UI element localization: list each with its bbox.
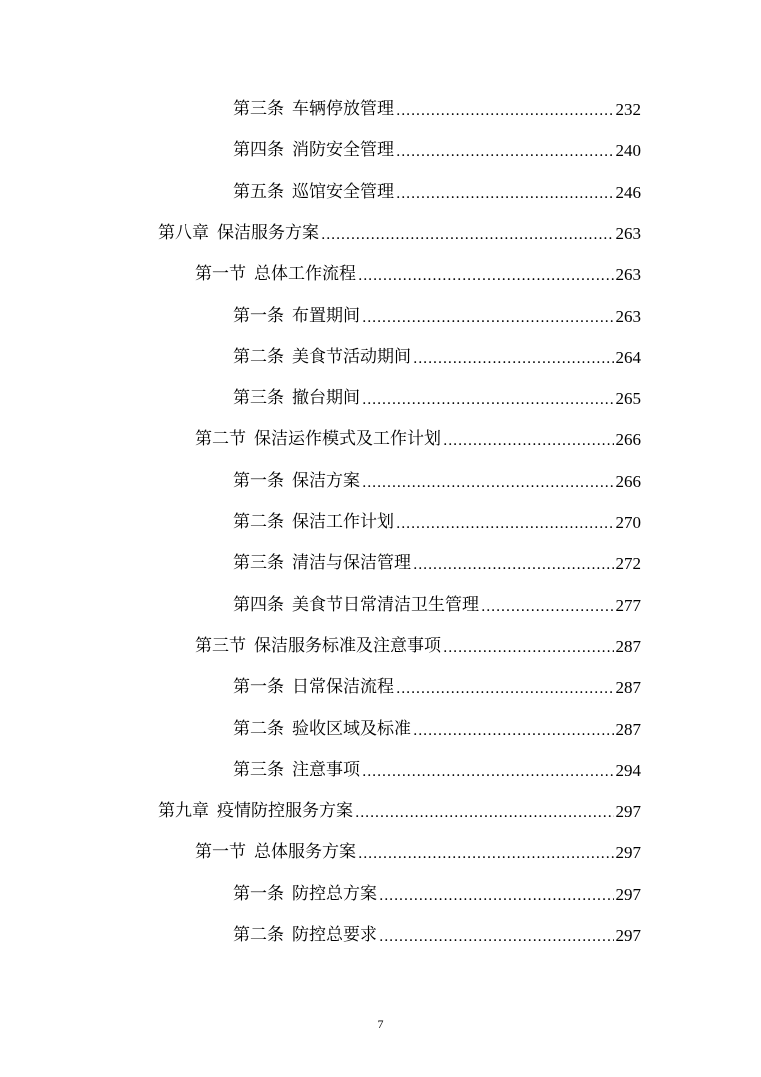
toc-entry-title: 巡馆安全管理 xyxy=(292,181,394,202)
toc-entry[interactable] xyxy=(233,585,641,626)
toc-entry[interactable] xyxy=(233,709,641,750)
dot-leader xyxy=(413,543,614,584)
toc-entry-number: 第一节 xyxy=(195,264,246,285)
toc-entry-section[interactable] xyxy=(195,832,641,873)
dot-leader xyxy=(443,419,614,460)
toc-entry-number: 第二条 xyxy=(233,718,284,739)
toc-entry-number: 第三条 xyxy=(233,99,284,119)
toc-entry-page: 294 xyxy=(615,760,641,780)
toc-entry-number: 第八章 xyxy=(158,222,209,243)
toc-entry-page: 246 xyxy=(615,182,641,202)
dot-leader xyxy=(379,915,614,956)
toc-entry-number: 第一条 xyxy=(233,470,284,491)
dot-leader xyxy=(396,130,614,171)
toc-entry-number: 第三条 xyxy=(233,388,284,409)
toc-entry-title: 总体工作流程 xyxy=(254,264,356,285)
dot-leader xyxy=(358,832,614,873)
toc-entry-title: 总体服务方案 xyxy=(254,842,356,863)
toc-entry-page: 266 xyxy=(615,471,641,491)
dot-leader xyxy=(413,709,614,750)
toc-entry-page: 263 xyxy=(615,265,641,285)
toc-entry-page: 287 xyxy=(615,636,641,656)
toc-entry-page: 272 xyxy=(615,554,641,574)
toc-entry-page: 263 xyxy=(615,306,641,326)
toc-entry[interactable] xyxy=(233,502,641,543)
toc-entry-section[interactable] xyxy=(195,626,641,667)
toc-entry-section[interactable] xyxy=(195,254,641,295)
toc-entry[interactable] xyxy=(233,461,641,502)
toc-entry[interactable] xyxy=(233,172,641,213)
toc-entry-chapter[interactable] xyxy=(158,791,641,832)
dot-leader xyxy=(481,585,614,626)
toc-entry-page: 265 xyxy=(615,389,641,409)
toc-entry[interactable] xyxy=(233,337,641,378)
toc-entry-page: 270 xyxy=(615,513,641,532)
toc-entry-page: 297 xyxy=(615,802,641,822)
toc-entry-number: 第三节 xyxy=(195,635,246,656)
dot-leader xyxy=(362,461,614,502)
dot-leader xyxy=(413,337,614,378)
toc-entry-page: 263 xyxy=(615,223,641,243)
toc-entry-page: 297 xyxy=(615,884,641,904)
dot-leader xyxy=(396,667,614,708)
toc-entry-number: 第二条 xyxy=(233,346,284,367)
dot-leader xyxy=(321,213,614,254)
toc-entry[interactable] xyxy=(233,296,641,337)
toc-entry-title: 日常保洁流程 xyxy=(292,677,394,698)
toc-entry[interactable] xyxy=(233,378,641,419)
dot-leader xyxy=(358,254,614,295)
toc-entry-title: 防控总方案 xyxy=(292,883,377,904)
dot-leader xyxy=(355,791,614,832)
toc-entry-title: 防控总要求 xyxy=(292,925,377,945)
toc-entry-number: 第一条 xyxy=(233,305,284,326)
toc-entry-page: 297 xyxy=(615,843,641,863)
toc-entry-page: 277 xyxy=(615,595,641,615)
toc-entry-page: 240 xyxy=(615,141,641,161)
toc-entry-number: 第二条 xyxy=(233,512,284,532)
toc-entry-title: 消防安全管理 xyxy=(292,140,394,161)
toc-entry-title: 疫情防控服务方案 xyxy=(217,801,353,822)
toc-entry-number: 第四条 xyxy=(233,140,284,161)
toc-entry-number: 第二节 xyxy=(195,429,246,450)
dot-leader xyxy=(362,296,614,337)
dot-leader xyxy=(379,874,614,915)
toc-entry-title: 布置期间 xyxy=(292,305,360,326)
toc-entry[interactable] xyxy=(233,543,641,584)
toc-entry-page: 266 xyxy=(615,430,641,450)
toc-entry-page: 297 xyxy=(615,926,641,945)
toc-entry-page: 232 xyxy=(615,100,641,119)
dot-leader xyxy=(396,89,614,130)
toc-entry-page: 287 xyxy=(615,719,641,739)
toc-entry-number: 第一节 xyxy=(195,842,246,863)
dot-leader xyxy=(362,750,614,791)
toc-entry[interactable] xyxy=(233,89,641,130)
toc-entry-title: 注意事项 xyxy=(292,759,360,780)
toc-entry-title: 保洁服务标准及注意事项 xyxy=(254,635,441,656)
toc-entry-section[interactable] xyxy=(195,419,641,460)
toc-entry-number: 第五条 xyxy=(233,181,284,202)
toc-entry-title: 保洁方案 xyxy=(292,470,360,491)
toc-entry[interactable] xyxy=(233,130,641,171)
dot-leader xyxy=(396,502,614,543)
dot-leader xyxy=(443,626,614,667)
toc-entry-number: 第九章 xyxy=(158,801,209,822)
toc-entry-page: 287 xyxy=(615,678,641,698)
toc-entry[interactable] xyxy=(233,874,641,915)
toc-entry-title: 保洁工作计划 xyxy=(292,512,394,532)
toc-entry-chapter[interactable] xyxy=(158,213,641,254)
dot-leader xyxy=(362,378,614,419)
toc-entry[interactable] xyxy=(233,750,641,791)
toc-entry[interactable] xyxy=(233,915,641,956)
page-number: 7 xyxy=(377,1017,384,1031)
toc-entry-title: 美食节日常清洁卫生管理 xyxy=(292,594,479,615)
toc-entry-number: 第四条 xyxy=(233,594,284,615)
toc-entry-title: 清洁与保洁管理 xyxy=(292,553,411,574)
toc-entry[interactable] xyxy=(233,667,641,708)
toc-entry-title: 保洁服务方案 xyxy=(217,222,319,243)
dot-leader xyxy=(396,172,614,213)
toc-entry-title: 美食节活动期间 xyxy=(292,346,411,367)
toc-entry-title: 保洁运作模式及工作计划 xyxy=(254,429,441,450)
toc-entry-number: 第一条 xyxy=(233,677,284,698)
toc-entry-number: 第二条 xyxy=(233,925,284,945)
toc-entry-number: 第三条 xyxy=(233,759,284,780)
toc-entry-number: 第三条 xyxy=(233,553,284,574)
toc-entry-page: 264 xyxy=(615,347,641,367)
toc-entry-number: 第一条 xyxy=(233,883,284,904)
toc-entry-title: 验收区域及标准 xyxy=(292,718,411,739)
toc-entry-title: 撤台期间 xyxy=(292,388,360,409)
toc-entry-title: 车辆停放管理 xyxy=(292,99,394,119)
